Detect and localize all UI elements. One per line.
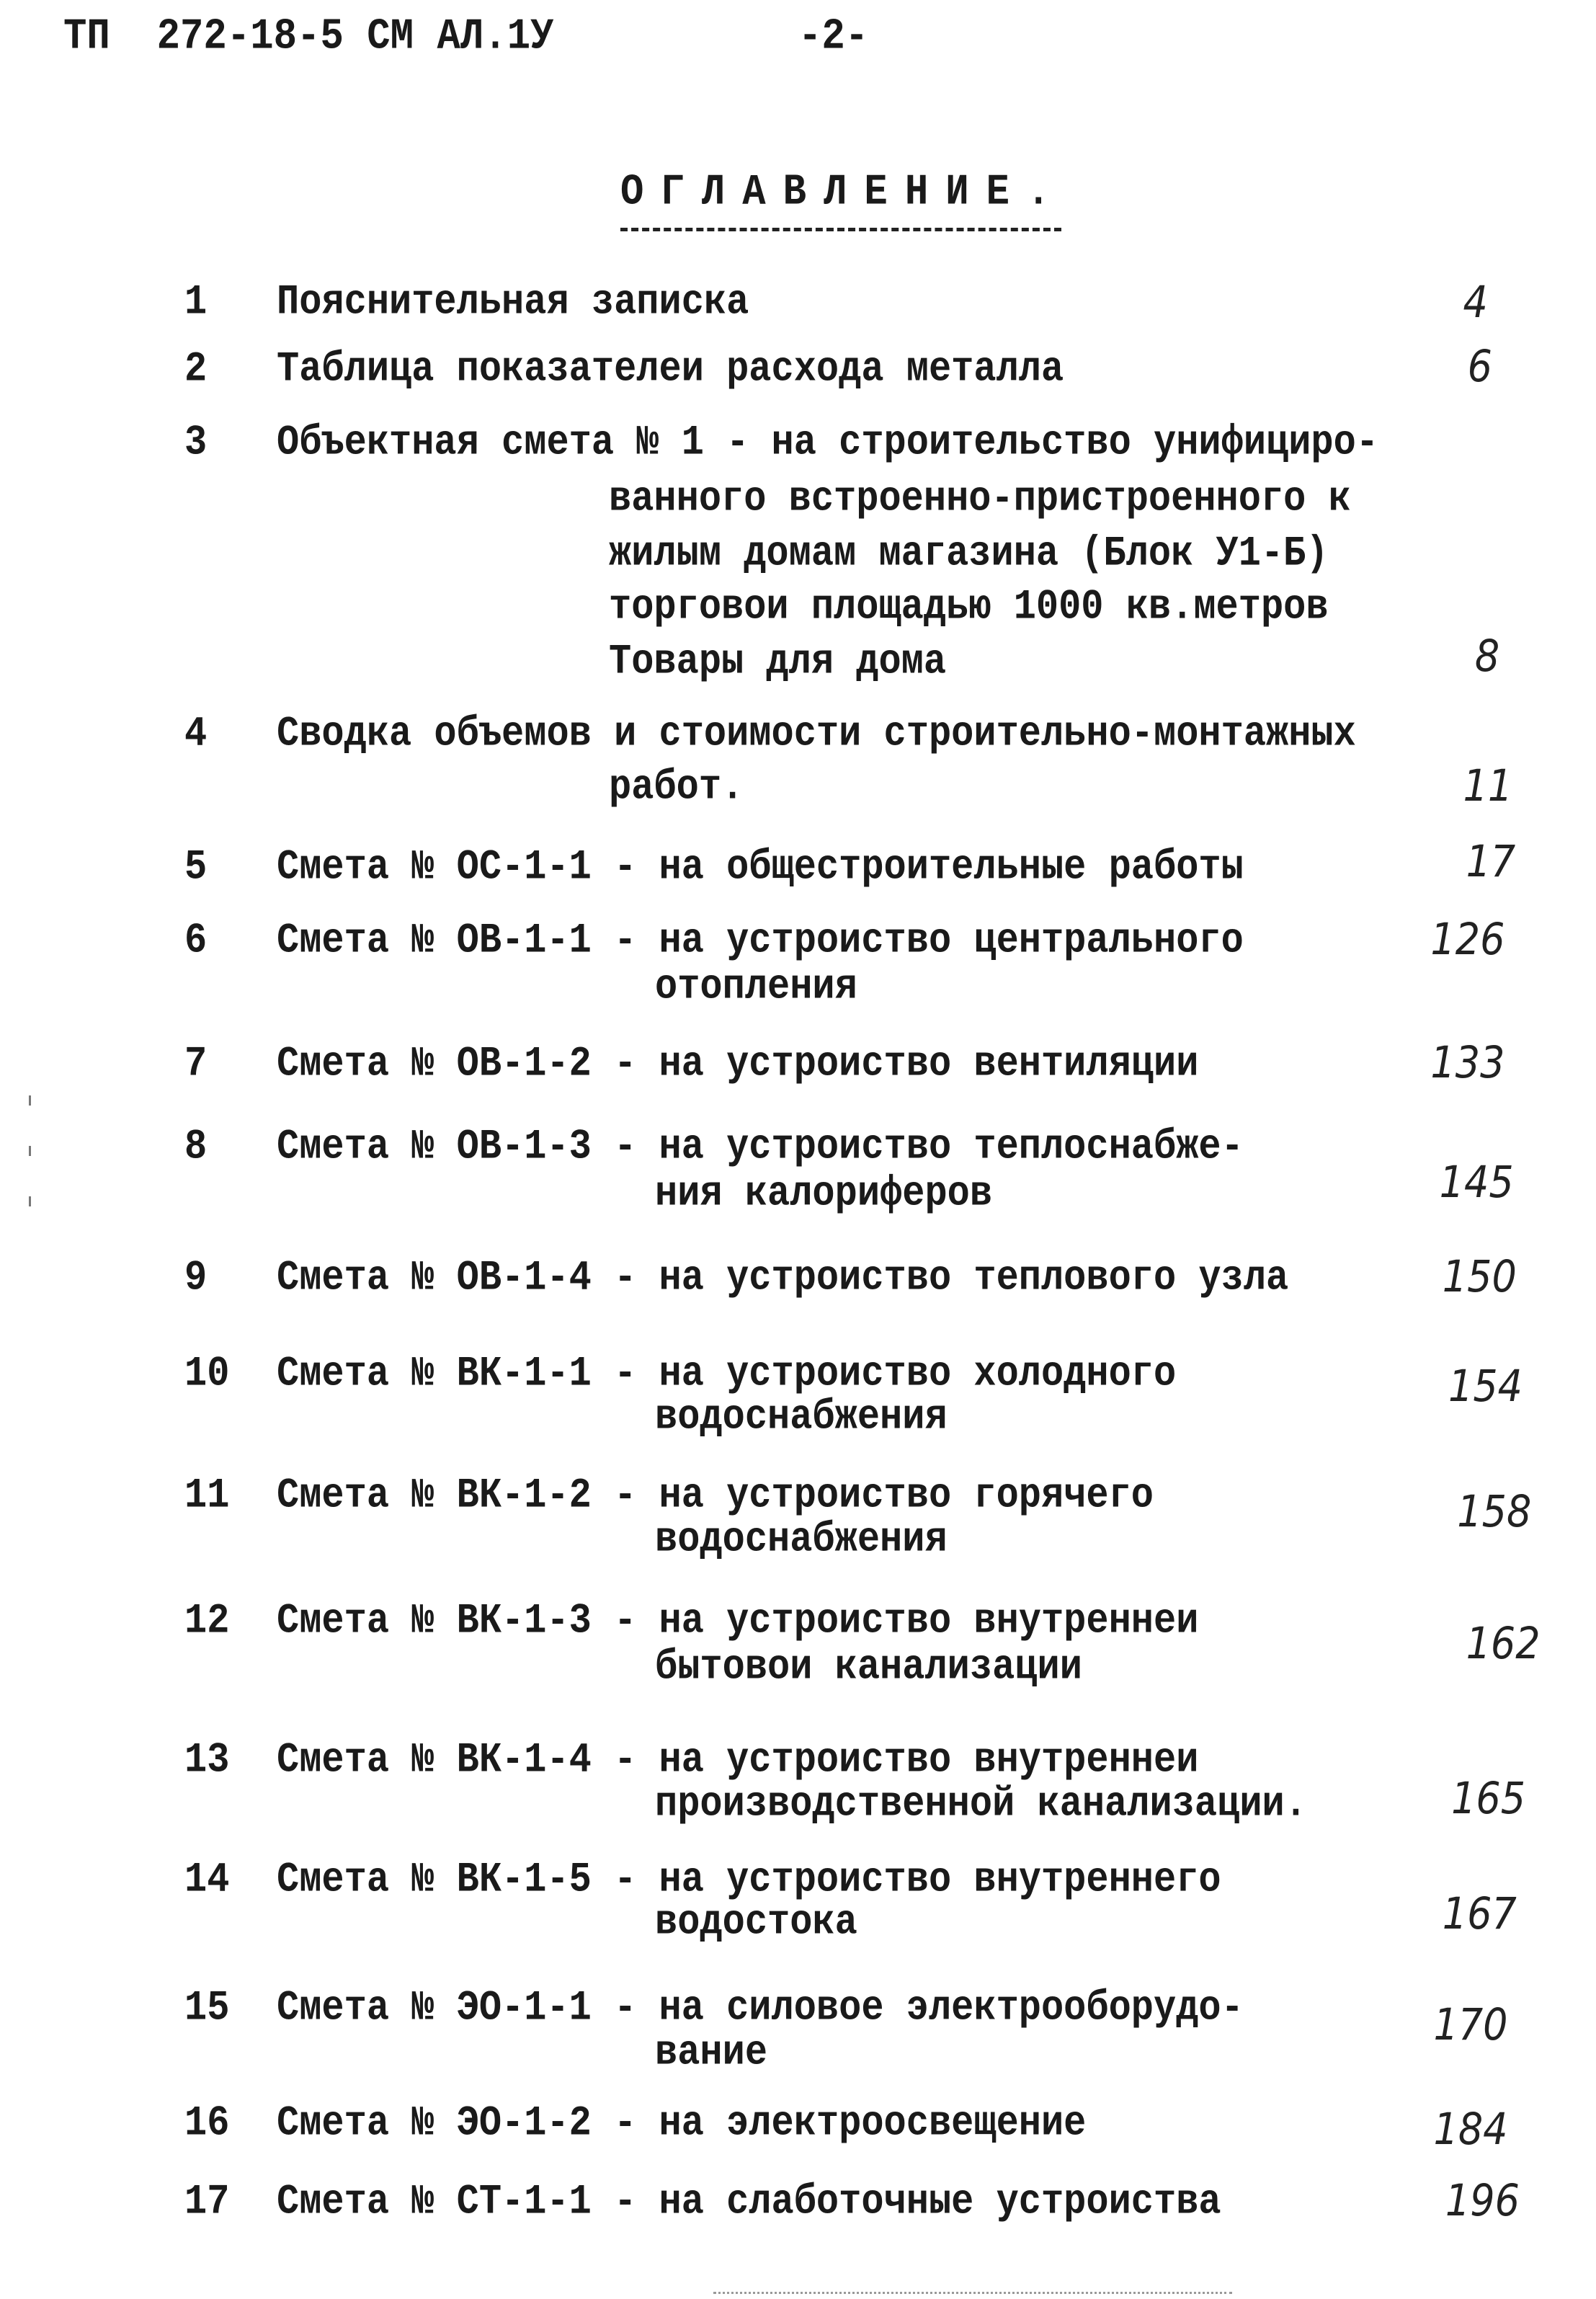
entry-title-continuation: торговои площадью 1000 кв.метров: [609, 583, 1329, 631]
entry-title: Смета № ОВ-1-4 - на устроиство теплового узла: [277, 1254, 1289, 1302]
entry-page-number: 165: [1451, 1773, 1526, 1824]
entry-title-continuation: работ.: [609, 763, 744, 811]
entry-title: Объектная смета № 1 - на строительство унифициро-: [277, 419, 1379, 467]
entry-number: 11: [184, 1472, 230, 1520]
entry-number: 6: [184, 917, 208, 965]
entry-title: Смета № ОС-1-1 - на общестроительные работы: [277, 843, 1244, 891]
entry-number: 3: [184, 419, 208, 467]
entry-title-continuation: производственной канализации.: [655, 1780, 1307, 1828]
entry-title-continuation: водоснабжения: [655, 1516, 948, 1564]
entry-number: 10: [184, 1350, 230, 1398]
entry-title: Смета № ЭО-1-2 - на электроосвещение: [277, 2099, 1087, 2148]
entry-number: 7: [184, 1040, 208, 1088]
entry-number: 13: [184, 1736, 230, 1784]
entry-title: Смета № ОВ-1-1 - на устроиство центрального: [277, 917, 1244, 965]
entry-page-number: 196: [1445, 2175, 1520, 2226]
entry-title: Смета № ЭО-1-1 - на силовое электрооборудо-: [277, 1984, 1244, 2032]
entry-title: Смета № ВК-1-3 - на устроиство внутреннеи: [277, 1597, 1199, 1645]
entry-number: 8: [184, 1122, 208, 1171]
entry-page-number: 184: [1433, 2104, 1508, 2156]
footer-rule: [713, 2292, 1232, 2294]
scan-mark: [29, 1095, 31, 1106]
entry-title-continuation: Товары для дома: [609, 638, 947, 686]
entry-page-number: 170: [1433, 1999, 1508, 2050]
entry-title: Смета № ОВ-1-2 - на устроиство вентиляции: [277, 1040, 1199, 1088]
document-code: ТП 272-18-5 СМ АЛ.1У: [63, 12, 554, 62]
entry-title-continuation: жилым домам магазина (Блок У1-Б): [609, 530, 1329, 578]
entry-page-number: 11: [1463, 760, 1513, 811]
entry-title: Смета № ВК-1-2 - на устроиство горячего: [277, 1472, 1154, 1520]
entry-page-number: 6: [1467, 340, 1492, 392]
entry-title: Смета № СТ-1-1 - на слаботочные устроиства: [277, 2178, 1221, 2226]
page-title: ОГЛАВЛЕНИЕ.: [620, 168, 1068, 218]
entry-title-continuation: вание: [655, 2029, 768, 2077]
entry-page-number: 17: [1466, 835, 1516, 887]
entry-number: 5: [184, 843, 208, 891]
entry-number: 17: [184, 2178, 230, 2226]
entry-page-number: 167: [1442, 1888, 1517, 1939]
entry-title: Сводка объемов и стоимости строительно-монтажных: [277, 710, 1356, 758]
entry-page-number: 133: [1430, 1036, 1505, 1088]
entry-page-number: 154: [1448, 1360, 1523, 1412]
entry-page-number: 150: [1442, 1251, 1517, 1302]
entry-page-number: 162: [1466, 1617, 1541, 1669]
entry-number: 1: [184, 278, 208, 326]
entry-title-continuation: ванного встроенно-пристроенного к: [609, 475, 1351, 523]
entry-number: 9: [184, 1254, 208, 1302]
entry-title: Смета № ОВ-1-3 - на устроиство теплоснабже-: [277, 1122, 1244, 1171]
entry-page-number: 145: [1439, 1156, 1514, 1208]
entry-number: 14: [184, 1856, 230, 1904]
entry-number: 15: [184, 1984, 230, 2032]
entry-title-continuation: ния калориферов: [655, 1170, 993, 1218]
entry-title-continuation: отопления: [655, 963, 857, 1011]
entry-page-number: 8: [1474, 630, 1500, 682]
entry-number: 12: [184, 1597, 230, 1645]
entry-title: Пояснительная записка: [277, 278, 749, 326]
entry-title: Смета № ВК-1-4 - на устроиство внутреннеи: [277, 1736, 1199, 1784]
entry-title-continuation: водостока: [655, 1898, 857, 1947]
entry-number: 4: [184, 710, 208, 758]
entry-number: 2: [184, 345, 208, 393]
entry-title-continuation: бытовои канализации: [655, 1642, 1082, 1691]
page-number: -2-: [798, 12, 869, 62]
entry-title: Таблица показателеи расхода металла: [277, 345, 1064, 393]
entry-title: Смета № ВК-1-1 - на устроиство холодного: [277, 1350, 1177, 1398]
entry-title-continuation: водоснабжения: [655, 1393, 948, 1441]
scan-mark: [29, 1146, 31, 1156]
entry-page-number: 4: [1463, 277, 1488, 329]
scan-mark: [29, 1196, 31, 1206]
entry-page-number: 126: [1430, 914, 1505, 966]
entry-page-number: 158: [1457, 1486, 1532, 1537]
title-underline: [620, 228, 1061, 231]
entry-number: 16: [184, 2099, 230, 2148]
entry-title: Смета № ВК-1-5 - на устроиство внутреннего: [277, 1856, 1221, 1904]
